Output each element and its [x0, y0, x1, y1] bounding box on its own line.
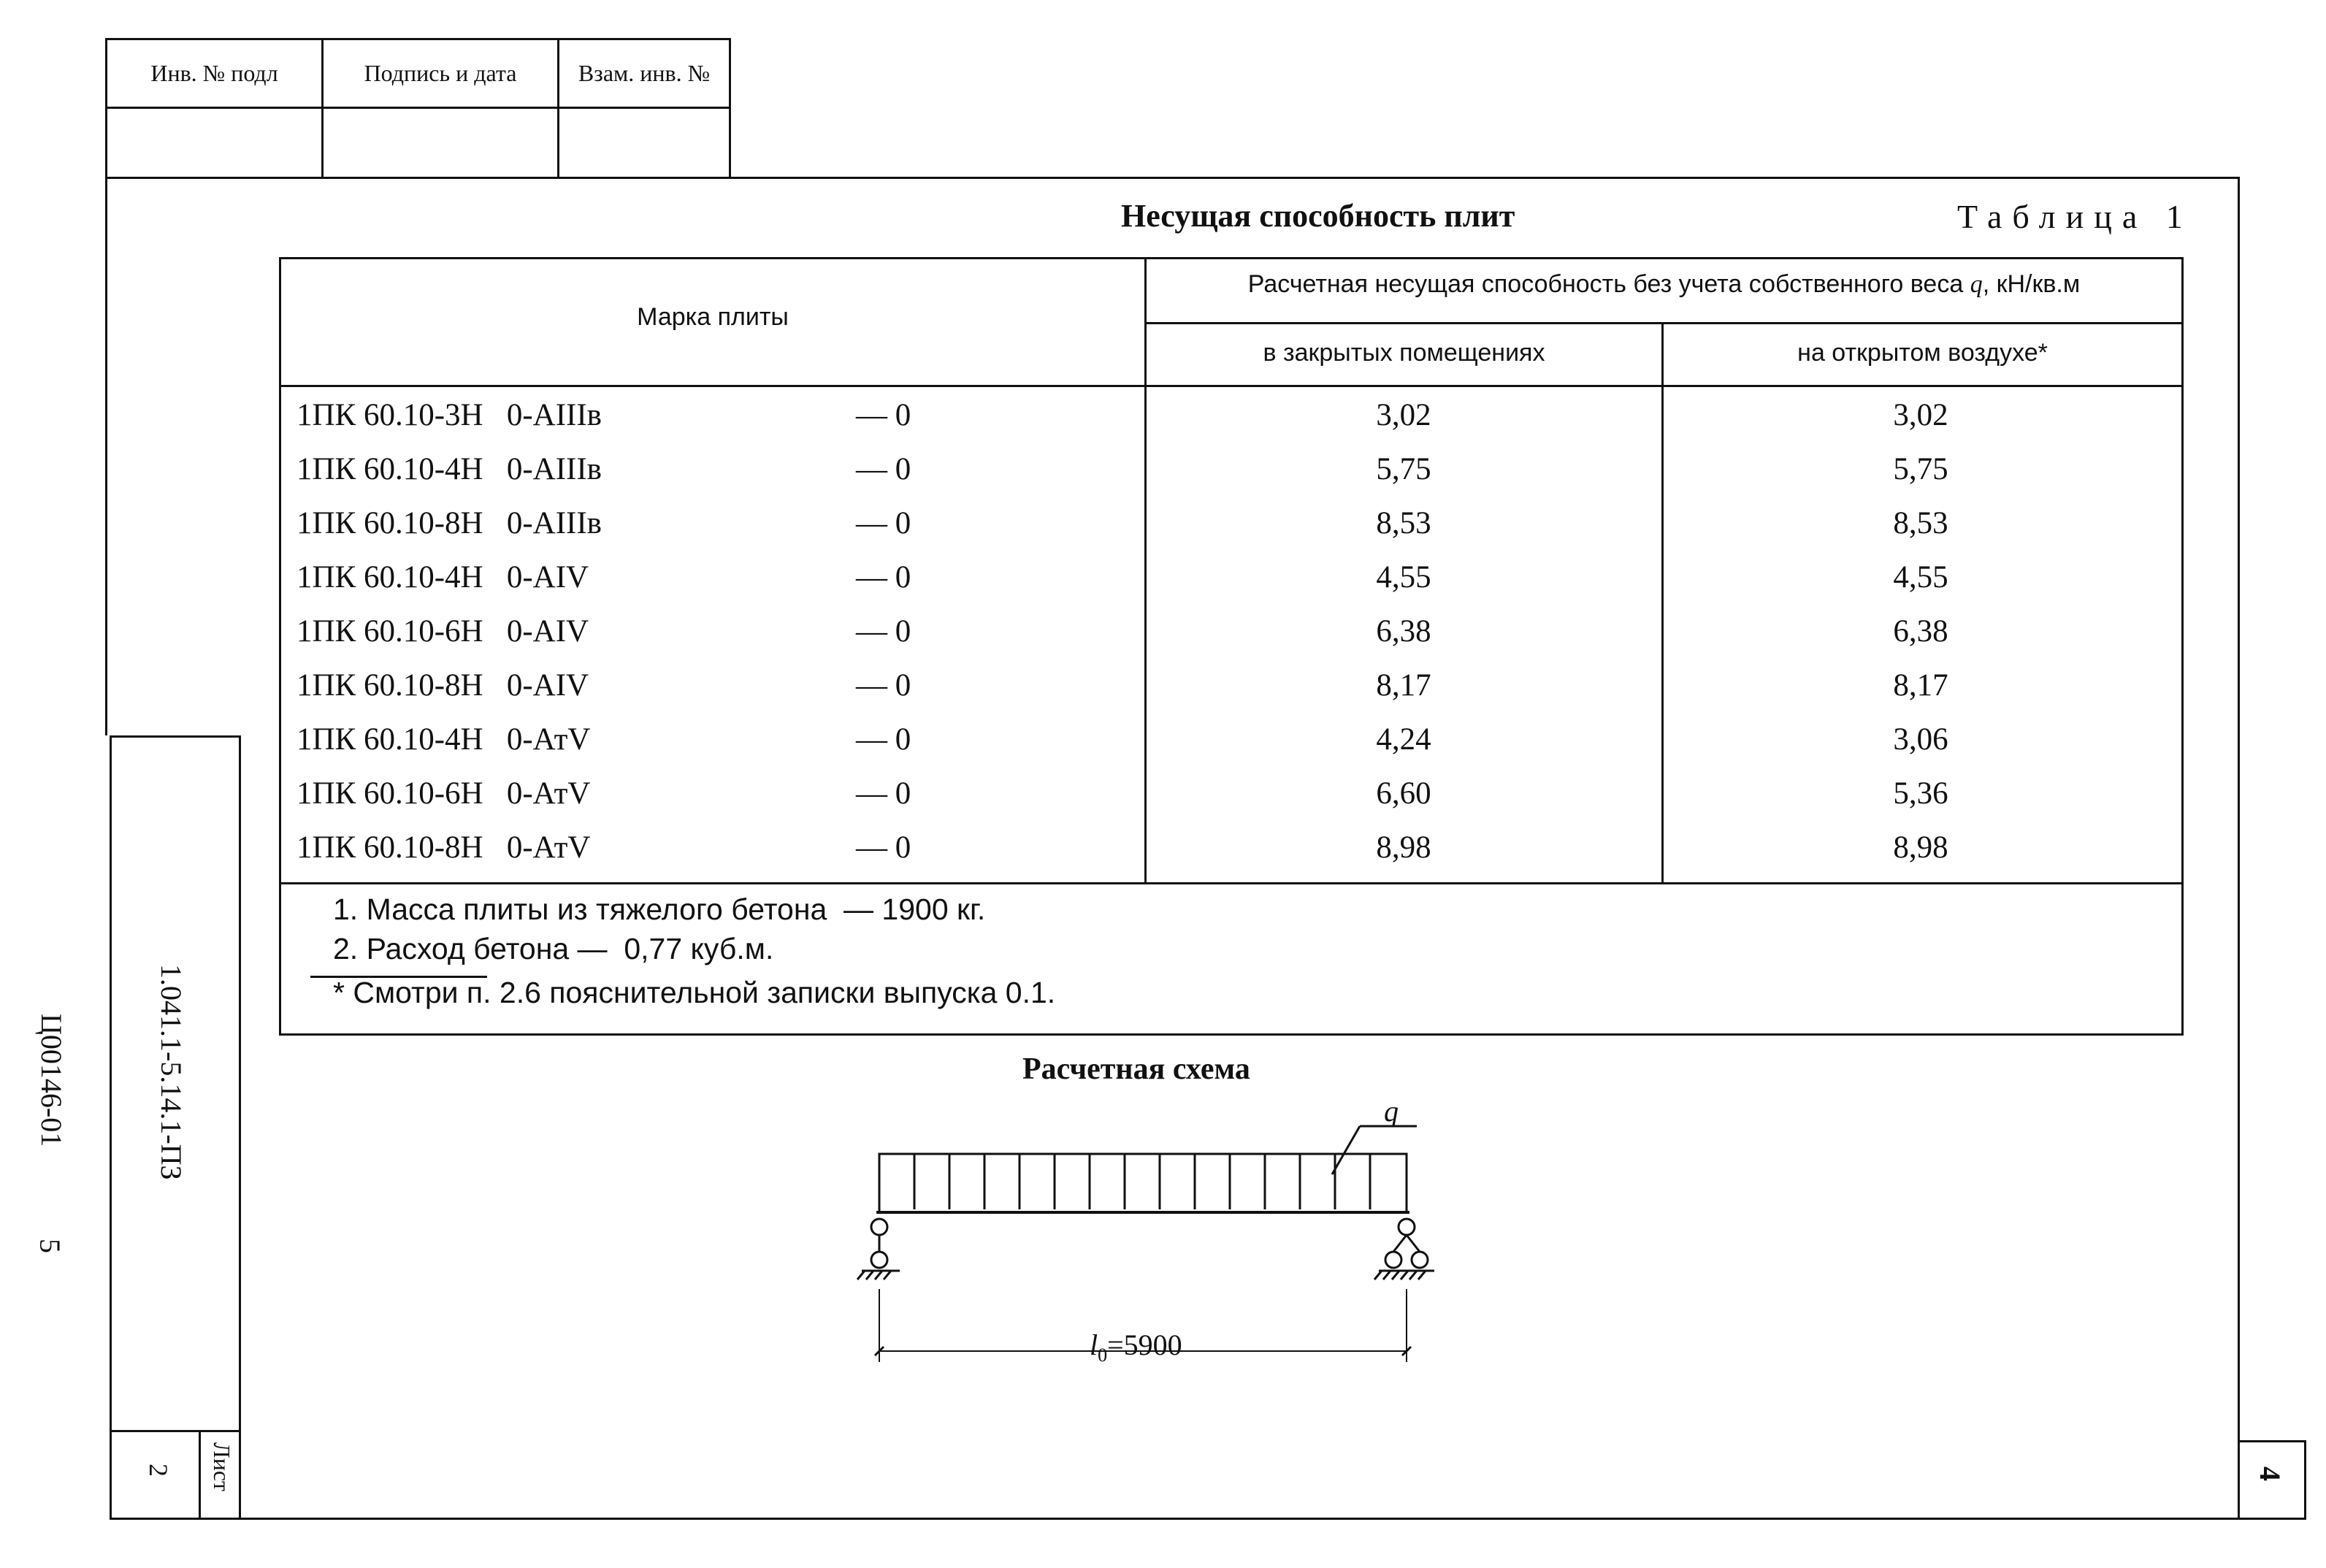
header-capacity-text: Расчетная несущая способность без учета собственного веса — [1247, 270, 1964, 298]
sheet-number: 2 — [144, 1464, 173, 1477]
row-suffix: — 0 — [856, 452, 911, 486]
row-indoor-value: 3,02 — [1376, 398, 1431, 432]
load-symbol: q — [1384, 1095, 1399, 1128]
header-mark: Марка плиты — [637, 303, 789, 331]
header-capacity-unit: , кН/кв.м — [1982, 270, 2081, 298]
row-indoor-value: 8,17 — [1376, 668, 1431, 703]
row-suffix: — 0 — [856, 776, 911, 811]
row-indoor-value: 6,60 — [1376, 776, 1431, 811]
row-suffix: — 0 — [856, 722, 911, 757]
row-suffix: — 0 — [856, 506, 911, 540]
row-indoor-value: 6,38 — [1376, 614, 1431, 649]
load-arrows — [914, 1154, 1370, 1209]
note-concrete: 2. Расход бетона — 0,77 куб.м. — [333, 932, 774, 965]
row-mark: 1ПК 60.10-4Н 0-АIIIв — [297, 452, 602, 486]
row-suffix: — 0 — [856, 668, 911, 703]
note-footnote: * Смотри п. 2.6 пояснительной записки выпуска 0.1. — [333, 976, 1056, 1009]
archive-page: 5 — [34, 1239, 66, 1253]
archive-code: Ц00146-01 — [35, 1014, 68, 1147]
row-outdoor-value: 8,98 — [1893, 830, 1948, 865]
row-outdoor-value: 8,53 — [1893, 506, 1948, 540]
row-mark: 1ПК 60.10-8Н 0-АIIIв — [297, 506, 602, 540]
row-suffix: — 0 — [856, 614, 911, 649]
row-mark: 1ПК 60.10-6Н 0-АIV — [297, 614, 589, 649]
row-mark: 1ПК 60.10-8Н 0-АтV — [297, 830, 591, 865]
row-suffix: — 0 — [856, 830, 911, 865]
row-outdoor-value: 5,36 — [1893, 776, 1948, 811]
stamp-replace-label: Взам. инв. № — [578, 60, 711, 86]
row-mark: 1ПК 60.10-4Н 0-АтV — [297, 722, 591, 757]
row-outdoor-value: 5,75 — [1893, 452, 1948, 486]
row-indoor-value: 8,53 — [1376, 506, 1431, 540]
doc-code: 1.041.1-5.14.1-ПЗ — [155, 964, 188, 1180]
row-suffix: — 0 — [856, 398, 911, 432]
table-title: Несущая способность плит — [1121, 198, 1515, 234]
row-indoor-value: 5,75 — [1376, 452, 1431, 486]
header-outdoor: на открытом воздухе* — [1797, 339, 2048, 367]
row-mark: 1ПК 60.10-6Н 0-АтV — [297, 776, 591, 811]
span-symbol: l — [1090, 1328, 1098, 1361]
row-indoor-value: 8,98 — [1376, 830, 1431, 865]
row-outdoor-value: 4,55 — [1893, 560, 1948, 594]
span-subscript: 0 — [1098, 1345, 1108, 1366]
row-outdoor-value: 3,06 — [1893, 722, 1948, 757]
header-capacity — [1147, 270, 2181, 299]
row-suffix: — 0 — [856, 560, 911, 594]
page-number: 4 — [2254, 1466, 2287, 1481]
row-indoor-value: 4,55 — [1376, 560, 1431, 594]
row-outdoor-value: 8,17 — [1893, 668, 1948, 703]
row-outdoor-value: 6,38 — [1893, 614, 1948, 649]
scheme-title: Расчетная схема — [1022, 1052, 1250, 1086]
table-label: Таблица 1 — [1957, 198, 2193, 235]
sheet-label: Лист — [209, 1442, 235, 1492]
stamp-inv-label: Инв. № подл — [150, 60, 278, 86]
row-indoor-value: 4,24 — [1376, 722, 1431, 757]
header-capacity-symbol: q — [1970, 271, 1983, 298]
span-value: =5900 — [1107, 1328, 1182, 1361]
distributed-load — [879, 1154, 1407, 1212]
header-indoor: в закрытых помещениях — [1263, 339, 1545, 367]
row-mark: 1ПК 60.10-3Н 0-АIIIв — [297, 398, 602, 432]
span-label — [1090, 1328, 1182, 1366]
note-mass: 1. Масса плиты из тяжелого бетона — 1900 кг. — [333, 892, 986, 926]
row-mark: 1ПК 60.10-8Н 0-АIV — [297, 668, 589, 703]
stamp-signature-label: Подпись и дата — [364, 60, 517, 86]
row-mark: 1ПК 60.10-4Н 0-АIV — [297, 560, 589, 594]
row-outdoor-value: 3,02 — [1893, 398, 1948, 432]
